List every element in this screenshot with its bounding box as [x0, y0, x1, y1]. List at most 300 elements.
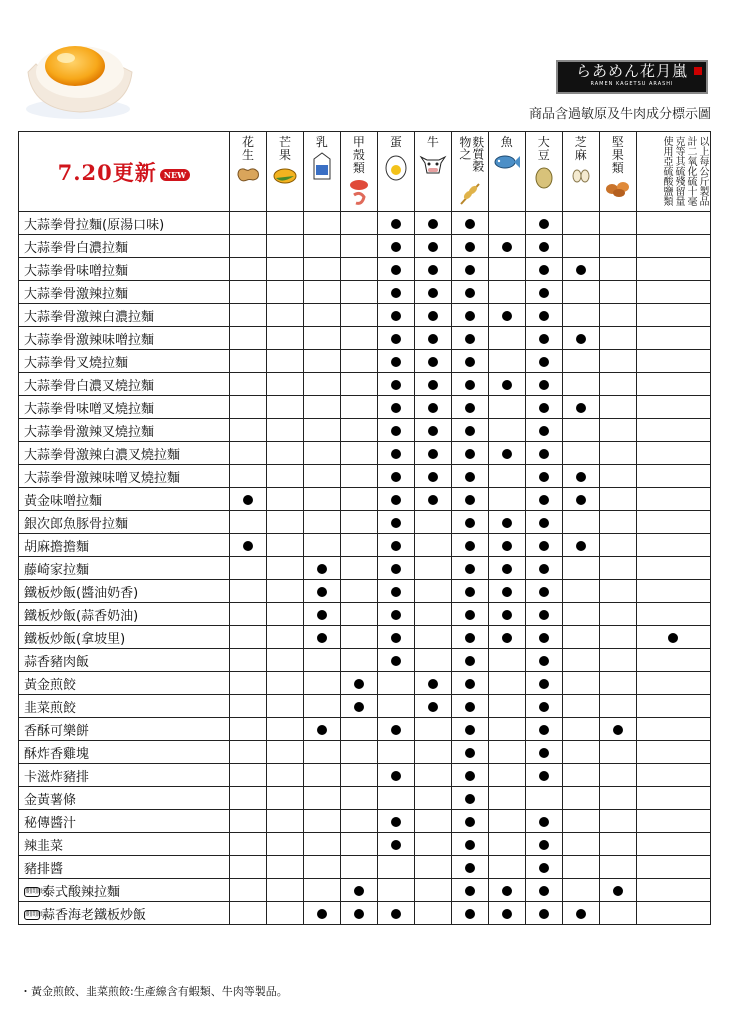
table-row	[19, 304, 711, 327]
allergen-cell	[451, 534, 488, 557]
allergen-cell	[229, 764, 266, 787]
allergen-cell	[267, 741, 303, 764]
allergen-cell	[636, 626, 710, 649]
item-name-cell	[19, 419, 230, 442]
allergen-cell	[599, 902, 636, 925]
contains-dot	[502, 610, 512, 620]
allergen-cell	[267, 856, 303, 879]
allergen-cell	[341, 626, 377, 649]
allergen-cell	[563, 212, 599, 235]
col-label: 花生	[241, 135, 254, 162]
item-name-cell	[19, 465, 230, 488]
contains-dot	[465, 472, 475, 482]
contains-dot	[613, 725, 623, 735]
allergen-cell	[341, 672, 377, 695]
contains-dot	[428, 288, 438, 298]
allergen-cell	[267, 764, 303, 787]
allergen-cell	[341, 879, 377, 902]
contains-dot	[539, 564, 549, 574]
allergen-cell	[599, 718, 636, 741]
allergen-cell	[599, 603, 636, 626]
col-label: 魚	[500, 135, 513, 149]
allergen-cell	[341, 350, 377, 373]
allergen-cell	[303, 856, 340, 879]
allergen-cell	[489, 557, 525, 580]
allergen-cell	[563, 258, 599, 281]
contains-dot	[391, 472, 401, 482]
contains-dot	[391, 518, 401, 528]
allergen-cell	[451, 695, 488, 718]
allergen-cell	[341, 603, 377, 626]
contains-dot	[539, 725, 549, 735]
contains-dot	[539, 679, 549, 689]
item-name: 泰式酸辣拉麵	[42, 884, 121, 900]
col-label: 芒果	[278, 135, 291, 162]
allergen-cell	[636, 511, 710, 534]
allergen-cell	[599, 465, 636, 488]
allergen-cell	[599, 373, 636, 396]
contains-dot	[465, 748, 475, 758]
allergen-cell	[229, 695, 266, 718]
contains-dot	[391, 219, 401, 229]
contains-dot	[539, 541, 549, 551]
allergen-cell	[229, 258, 266, 281]
item-name: 蒜香海老鐵板炒飯	[42, 907, 147, 923]
allergen-cell	[303, 419, 340, 442]
table-row	[19, 212, 711, 235]
item-name-cell	[19, 787, 230, 810]
allergen-cell	[415, 465, 451, 488]
item-name: 大蒜拳骨白濃拉麵	[24, 240, 129, 256]
table-row	[19, 488, 711, 511]
item-name-cell	[19, 718, 230, 741]
allergen-cell	[377, 603, 414, 626]
contains-dot	[391, 840, 401, 850]
allergen-cell	[451, 672, 488, 695]
allergen-cell	[525, 718, 562, 741]
allergen-cell	[377, 902, 414, 925]
allergen-cell	[525, 557, 562, 580]
allergen-cell	[489, 833, 525, 856]
allergen-rows	[19, 212, 711, 925]
allergen-cell	[267, 580, 303, 603]
allergen-cell	[563, 741, 599, 764]
allergen-cell	[377, 396, 414, 419]
allergen-cell	[525, 465, 562, 488]
allergen-cell	[451, 557, 488, 580]
allergen-cell	[415, 442, 451, 465]
allergen-cell	[636, 718, 710, 741]
contains-dot	[391, 610, 401, 620]
allergen-cell	[489, 649, 525, 672]
allergen-cell	[636, 649, 710, 672]
allergen-cell	[377, 557, 414, 580]
allergen-cell	[303, 258, 340, 281]
allergen-cell	[303, 695, 340, 718]
allergen-cell	[599, 350, 636, 373]
allergen-cell	[599, 557, 636, 580]
allergen-cell	[563, 488, 599, 511]
item-name-cell	[19, 695, 230, 718]
contains-dot	[428, 679, 438, 689]
allergen-cell	[267, 557, 303, 580]
fish-icon	[493, 151, 521, 173]
allergen-cell	[599, 580, 636, 603]
table-row	[19, 557, 711, 580]
allergen-cell	[415, 879, 451, 902]
allergen-cell	[267, 787, 303, 810]
allergen-cell	[415, 833, 451, 856]
allergen-cell	[415, 810, 451, 833]
allergen-cell	[229, 534, 266, 557]
item-name: 金黃薯條	[24, 792, 77, 808]
allergen-cell	[341, 902, 377, 925]
allergen-cell	[229, 557, 266, 580]
allergen-cell	[563, 281, 599, 304]
allergen-cell	[451, 304, 488, 327]
allergen-cell	[303, 442, 340, 465]
allergen-cell	[303, 580, 340, 603]
item-name: 韭菜煎餃	[24, 700, 77, 716]
contains-dot	[502, 909, 512, 919]
contains-dot	[539, 288, 549, 298]
allergen-cell	[229, 396, 266, 419]
milk-carton-icon	[309, 151, 335, 181]
contains-dot	[539, 242, 549, 252]
col-soy	[525, 132, 562, 212]
contains-dot	[465, 840, 475, 850]
allergen-cell	[636, 235, 710, 258]
contains-dot	[465, 242, 475, 252]
allergen-cell	[599, 626, 636, 649]
table-row	[19, 327, 711, 350]
allergen-cell	[341, 695, 377, 718]
col-crustacean	[341, 132, 377, 212]
contains-dot	[428, 702, 438, 712]
item-name: 大蒜拳骨叉燒拉麵	[24, 355, 129, 371]
contains-dot	[576, 541, 586, 551]
item-name-cell	[19, 327, 230, 350]
allergen-cell	[599, 856, 636, 879]
allergen-cell	[303, 787, 340, 810]
allergen-cell	[341, 741, 377, 764]
contains-dot	[391, 380, 401, 390]
allergen-cell	[636, 879, 710, 902]
item-name-cell	[19, 396, 230, 419]
allergen-cell	[341, 511, 377, 534]
new-badge: NEW	[160, 169, 190, 181]
allergen-cell	[451, 787, 488, 810]
allergen-cell	[636, 902, 710, 925]
allergen-cell	[636, 327, 710, 350]
item-name: 大蒜拳骨激辣白濃拉麵	[24, 309, 155, 325]
table-row	[19, 511, 711, 534]
item-name: 辣韭菜	[24, 838, 64, 854]
item-name-cell	[19, 603, 230, 626]
logo-seal	[694, 67, 702, 75]
allergen-cell	[341, 327, 377, 350]
allergen-cell	[563, 787, 599, 810]
contains-dot	[539, 656, 549, 666]
contains-dot	[539, 495, 549, 505]
contains-dot	[539, 357, 549, 367]
contains-dot	[576, 265, 586, 275]
contains-dot	[428, 357, 438, 367]
item-name: 香酥可樂餅	[24, 723, 90, 739]
allergen-cell	[303, 235, 340, 258]
allergen-cell	[377, 511, 414, 534]
allergen-cell	[451, 511, 488, 534]
allergen-cell	[636, 695, 710, 718]
allergen-cell	[563, 810, 599, 833]
allergen-cell	[525, 810, 562, 833]
contains-dot	[539, 518, 549, 528]
table-row	[19, 534, 711, 557]
allergen-cell	[599, 442, 636, 465]
allergen-cell	[303, 902, 340, 925]
allergen-cell	[563, 442, 599, 465]
allergen-cell	[415, 373, 451, 396]
allergen-cell	[303, 281, 340, 304]
allergen-cell	[229, 442, 266, 465]
allergen-cell	[377, 281, 414, 304]
allergen-cell	[489, 856, 525, 879]
allergen-cell	[451, 327, 488, 350]
contains-dot	[465, 564, 475, 574]
allergen-cell	[451, 281, 488, 304]
item-name: 鐵板炒飯(拿坡里)	[24, 631, 126, 647]
allergen-cell	[563, 833, 599, 856]
allergen-cell	[489, 281, 525, 304]
allergen-cell	[303, 465, 340, 488]
item-name-cell	[19, 741, 230, 764]
contains-dot	[576, 334, 586, 344]
contains-dot	[502, 449, 512, 459]
allergen-cell	[341, 212, 377, 235]
allergen-cell	[377, 350, 414, 373]
allergen-cell	[267, 810, 303, 833]
allergen-cell	[341, 580, 377, 603]
allergen-cell	[525, 488, 562, 511]
allergen-cell	[525, 304, 562, 327]
brand-logo	[556, 60, 708, 94]
allergen-cell	[599, 672, 636, 695]
allergen-cell	[415, 534, 451, 557]
allergen-cell	[377, 764, 414, 787]
contains-dot	[317, 610, 327, 620]
allergen-cell	[415, 764, 451, 787]
allergen-cell	[563, 557, 599, 580]
allergen-cell	[489, 235, 525, 258]
contains-dot	[539, 449, 549, 459]
table-row	[19, 373, 711, 396]
allergen-cell	[415, 787, 451, 810]
allergen-cell	[451, 419, 488, 442]
allergen-cell	[636, 396, 710, 419]
allergen-cell	[525, 442, 562, 465]
allergen-cell	[229, 235, 266, 258]
allergen-cell	[451, 396, 488, 419]
contains-dot	[317, 909, 327, 919]
allergen-cell	[525, 741, 562, 764]
allergen-cell	[451, 741, 488, 764]
allergen-cell	[451, 810, 488, 833]
allergen-cell	[636, 212, 710, 235]
allergen-cell	[377, 580, 414, 603]
item-name-cell	[19, 304, 230, 327]
table-row	[19, 442, 711, 465]
allergen-cell	[303, 649, 340, 672]
item-name-cell	[19, 534, 230, 557]
cracked-egg-illustration	[20, 14, 140, 124]
contains-dot	[428, 380, 438, 390]
contains-dot	[465, 610, 475, 620]
contains-dot	[243, 495, 253, 505]
allergen-cell	[415, 649, 451, 672]
item-name-cell	[19, 350, 230, 373]
limited-time-badge: 期間限定	[25, 888, 50, 895]
allergen-cell	[525, 902, 562, 925]
wheat-icon	[457, 182, 483, 206]
item-name-cell	[19, 764, 230, 787]
allergen-cell	[341, 810, 377, 833]
contains-dot	[391, 288, 401, 298]
allergen-cell	[267, 603, 303, 626]
item-name: 銀次郎魚豚骨拉麵	[24, 516, 129, 532]
contains-dot	[428, 242, 438, 252]
contains-dot	[502, 311, 512, 321]
crab-shrimp-icon	[346, 177, 372, 207]
allergen-cell	[525, 281, 562, 304]
allergen-cell	[415, 672, 451, 695]
allergen-cell	[229, 649, 266, 672]
table-row	[19, 672, 711, 695]
contains-dot	[576, 403, 586, 413]
allergen-cell	[229, 879, 266, 902]
allergen-cell	[267, 350, 303, 373]
allergen-cell	[451, 626, 488, 649]
allergen-cell	[377, 833, 414, 856]
item-name: 大蒜拳骨激辣叉燒拉麵	[24, 424, 155, 440]
allergen-cell	[229, 327, 266, 350]
sesame-icon	[568, 164, 594, 186]
contains-dot	[428, 403, 438, 413]
allergen-cell	[636, 580, 710, 603]
item-name-cell	[19, 902, 230, 925]
table-row	[19, 741, 711, 764]
allergen-cell	[229, 350, 266, 373]
allergen-cell	[267, 304, 303, 327]
allergen-cell	[599, 419, 636, 442]
item-name-cell	[19, 649, 230, 672]
item-name-cell	[19, 856, 230, 879]
allergen-cell	[563, 419, 599, 442]
allergen-cell	[229, 603, 266, 626]
contains-dot	[539, 403, 549, 413]
allergen-cell	[489, 626, 525, 649]
logo-subtext: RAMEN KAGETSU ARASHI	[590, 81, 674, 87]
allergen-cell	[451, 373, 488, 396]
allergen-cell	[563, 580, 599, 603]
allergen-cell	[377, 718, 414, 741]
allergen-cell	[377, 672, 414, 695]
allergen-cell	[229, 902, 266, 925]
allergen-cell	[451, 856, 488, 879]
allergen-cell	[489, 764, 525, 787]
item-name: 大蒜拳骨味噌叉燒拉麵	[24, 401, 155, 417]
contains-dot	[428, 426, 438, 436]
sulfite-note: 以上每公斤製品計二氧化硫十毫克等其硫殘留量使用亞硫酸鹽類	[636, 132, 710, 212]
item-name-cell	[19, 212, 230, 235]
table-row	[19, 833, 711, 856]
allergen-cell	[415, 212, 451, 235]
allergen-cell	[636, 350, 710, 373]
allergen-cell	[267, 488, 303, 511]
allergen-cell	[267, 258, 303, 281]
allergen-cell	[303, 718, 340, 741]
allergen-cell	[525, 258, 562, 281]
allergen-cell	[377, 488, 414, 511]
allergen-cell	[451, 258, 488, 281]
allergen-cell	[563, 511, 599, 534]
allergen-cell	[415, 281, 451, 304]
allergen-cell	[636, 258, 710, 281]
allergen-cell	[377, 304, 414, 327]
col-label: 甲殼類	[352, 135, 365, 175]
allergen-cell	[563, 672, 599, 695]
allergen-cell	[489, 258, 525, 281]
col-sesame	[563, 132, 599, 212]
allergen-cell	[229, 833, 266, 856]
col-label: 堅果類	[611, 135, 624, 175]
contains-dot	[391, 311, 401, 321]
allergen-cell	[525, 879, 562, 902]
allergen-cell	[599, 258, 636, 281]
item-name-cell	[19, 258, 230, 281]
allergen-cell	[377, 787, 414, 810]
col-egg	[377, 132, 414, 212]
allergen-cell	[489, 327, 525, 350]
contains-dot	[317, 587, 327, 597]
allergen-cell	[489, 603, 525, 626]
logo-text: らあめん花月嵐	[575, 62, 688, 80]
contains-dot	[391, 242, 401, 252]
contains-dot	[576, 909, 586, 919]
item-name-cell	[19, 833, 230, 856]
item-name: 鐵板炒飯(蒜香奶油)	[24, 608, 139, 624]
contains-dot	[539, 610, 549, 620]
allergen-cell	[341, 373, 377, 396]
contains-dot	[502, 564, 512, 574]
table-row	[19, 718, 711, 741]
allergen-cell	[599, 649, 636, 672]
allergen-cell	[267, 373, 303, 396]
contains-dot	[428, 449, 438, 459]
allergen-cell	[415, 626, 451, 649]
allergen-cell	[377, 695, 414, 718]
item-name: 豬排醬	[24, 861, 64, 877]
allergen-cell	[563, 534, 599, 557]
contains-dot	[465, 817, 475, 827]
contains-dot	[391, 426, 401, 436]
footnote: ・黃金煎餃、韭菜煎餃:生產線含有蝦類、牛肉等製品。	[20, 985, 288, 998]
allergen-cell	[489, 350, 525, 373]
allergen-cell	[563, 465, 599, 488]
allergen-cell	[415, 741, 451, 764]
contains-dot	[539, 817, 549, 827]
allergen-cell	[303, 304, 340, 327]
allergen-cell	[377, 465, 414, 488]
